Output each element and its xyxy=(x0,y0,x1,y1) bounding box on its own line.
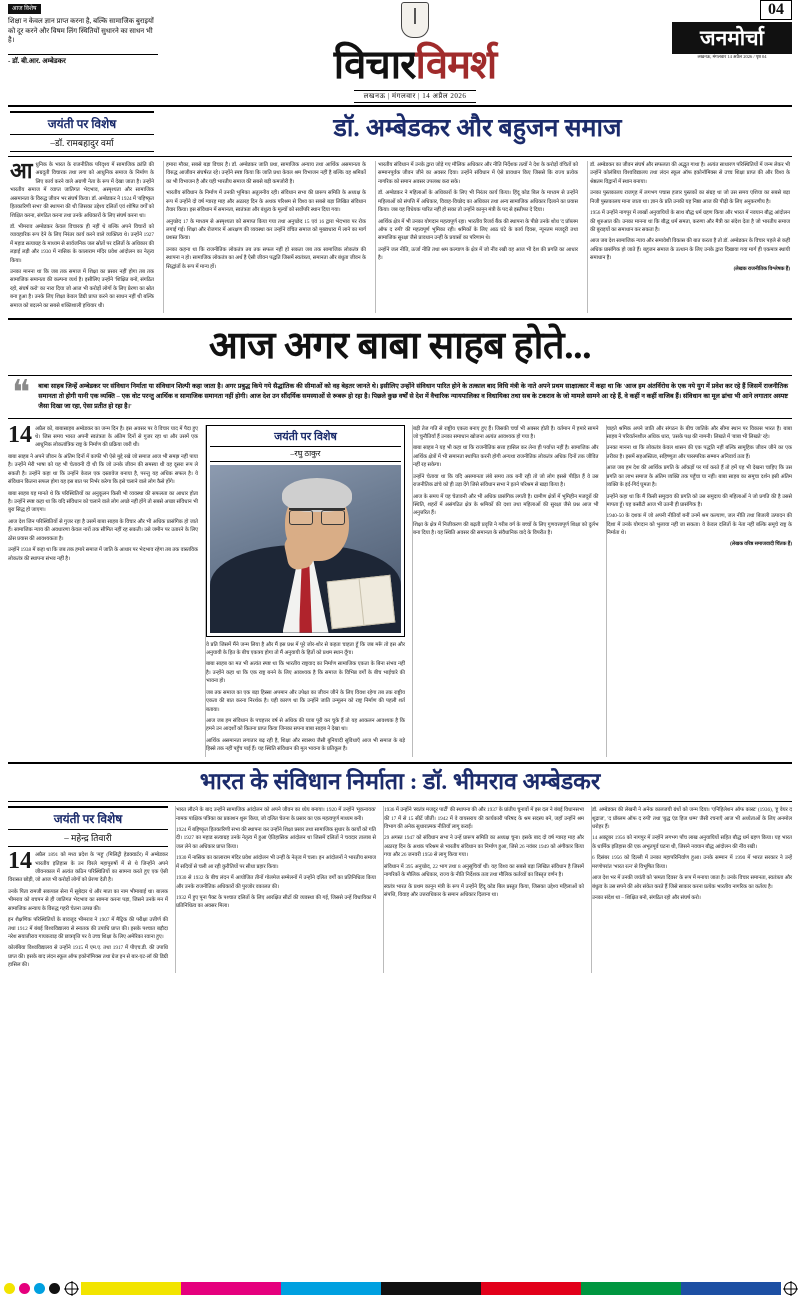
section1-c4-p2: उनका पुस्तकालय राजगृह में लगभग पचास हजार पुस्तकों का संग्रह था जो उस समय एशिया का सबसे बड़ा निजी पुस्तकालय माना जाता था। ज्ञान के प्रति उनकी यह निष्ठा आज की पीढ़ी के लिए अनुकरणीय है। xyxy=(590,190,790,205)
section1-c3-p4: उन्होंने जल नीति, ऊर्जा नीति तथा श्रम कल्याण के क्षेत्र में जो नींव रखी वह आज भी देश की प्रगति का आधार है। xyxy=(378,246,578,262)
masthead-quote-block xyxy=(8,0,158,67)
section3-label xyxy=(8,806,168,847)
section1-c2-p2: भारतीय संविधान के निर्माण में उनकी भूमिका अतुलनीय रही। संविधान सभा की प्रारूप समिति के अध्यक्ष के रूप में उन्होंने दो वर्ष ग्यारह माह और अठारह दिन के अथक परिश्रम से विश्व का सबसे बड़ा लिखित संविधान तैयार किया। इस संविधान में समानता, स्वतंत्रता और बंधुत्व के मूल्यों को सर्वोपरि स्थान दिया गया। xyxy=(166,190,366,214)
author-photo-card xyxy=(206,425,405,637)
color-dot-yellow xyxy=(4,1283,15,1294)
section2-c3-p2: बाबा साहब ने यह भी कहा था कि राजनीतिक सत्ता हासिल कर लेना ही पर्याप्त नहीं है। सामाजिक और आर्थिक क्षेत्रों में भी समानता स्थापित करनी होगी अन्यथा राजनीतिक लोकतंत्र अधिक दिनों तक जीवित नहीं रह सकेगा। xyxy=(413,445,599,469)
section2-pullquote xyxy=(8,375,792,419)
section3-body xyxy=(8,806,792,972)
quote-mark-icon: ❝ xyxy=(12,374,31,412)
section1-c1-p3: उनका मानना था कि जब तक समाज में शिक्षा का प्रसार नहीं होगा तब तक सामाजिक समानता की कल्पना व्यर्थ है। इसीलिए उन्होंने 'शिक्षित बनो, संगठित रहो, संघर्ष करो' का नारा दिया जो आज भी करोड़ों लोगों के लिए प्रेरणा का स्रोत बना हुआ है। उनके लिए शिक्षा केवल डिग्री प्राप्त करने का साधन नहीं थी बल्कि समाज को बदलने का सबसे शक्तिशाली हथियार थी। xyxy=(10,269,154,309)
page-title-part2: विमर्श xyxy=(415,42,497,87)
color-dot-black xyxy=(49,1283,60,1294)
section1-c3-p2: डॉ. अम्बेडकर ने महिलाओं के अधिकारों के लिए भी निरंतर कार्य किया। हिंदू कोड बिल के माध्यम से उन्होंने महिलाओं को संपत्ति में अधिकार, विवाह-विच्छेद का अधिकार तथा अन्य सामाजिक अधिकार दिलाने का प्रयास किया। जब यह विधेयक पारित नहीं हो सका तो उन्होंने कानून मंत्री के पद से इस्तीफा दे दिया। xyxy=(378,190,578,214)
brand-subline: लखनऊ, मंगलवार 14 अप्रैल 2026 / पृष्ठ 04 xyxy=(697,54,767,60)
section3-c3-p4: स्वतंत्र भारत के प्रथम कानून मंत्री के रूप में उन्होंने हिंदू कोड बिल प्रस्तुत किया, जिसका उद्देश्य महिलाओं को संपत्ति, विवाह और उत्तराधिकार के समान अधिकार दिलाना था। xyxy=(384,883,584,898)
section3-c4-p2: 14 अक्टूबर 1956 को नागपुर में उन्होंने लगभग पाँच लाख अनुयायियों सहित बौद्ध धर्म ग्रहण किया। यह भारत के धार्मिक इतिहास की एक अभूतपूर्व घटना थी, जिसने नवयान बौद्ध आंदोलन की नींव रखी। xyxy=(592,835,792,850)
section2-c2-p1: वे प्रति जिसमें मैंने जन्म लिया है और मैं इस प्रश्न में पूरे जोर-शोर से कहता चाहता हूँ कि जब मरूँ तो इस और अनुयायी के हित के बीच एकत्रय होगा तो मैं अनुयायी के हितों को प्रथम स्थान दूँगा। xyxy=(206,641,405,657)
section2-c4-p2: उनका मानना था कि लोकतंत्र केवल शासन की एक पद्धति नहीं बल्कि सामूहिक जीवन जीने का एक तरीका है। इसमें सहअस्तित्व, सहिष्णुता और पारस्परिक सम्मान अनिवार्य तत्व हैं। xyxy=(606,445,792,460)
print-color-bar xyxy=(0,1282,800,1295)
masthead xyxy=(8,0,792,107)
section3-c3-p2: 29 अगस्त 1947 को संविधान सभा ने उन्हें प्रारूप समिति का अध्यक्ष चुना। इसके बाद दो वर्ष ग्यारह माह और अठारह दिन के अथक परिश्रम से भारतीय संविधान का निर्माण हुआ, जिसे 26 नवंबर 1949 को अंगीकार किया गया और 26 जनवरी 1950 से लागू किया गया। xyxy=(384,835,584,859)
section1-label-cell xyxy=(8,111,156,152)
page-title xyxy=(158,42,672,87)
section2-c4-p5: 1940-50 के दशक में जो अपनी नीतियाँ बनीं उनमें श्रम कल्याण, जल नीति तथा बिजली उत्पादन की दिशा में उनके योगदान को भुलाया नहीं जा सकता। वे केवल दलितों के नेता नहीं बल्कि समूचे राष्ट्र के निर्माता थे। xyxy=(606,513,792,537)
section3-c4-p1: डॉ. अम्बेडकर की लेखनी ने अनेक कालजयी ग्रंथों को जन्म दिया। 'एनिहिलेशन ऑफ कास्ट' (1936), 'हू वेयर द शूद्राज', 'द प्रॉब्लम ऑफ द रुपी' तथा 'बुद्ध एंड हिज धम्म' जैसी रचनाएँ आज भी अध्येताओं के लिए अनमोल धरोहर हैं। xyxy=(592,807,792,830)
section2-pullquote-text: बाबा साहब जिन्हें अम्बेडकर पर संविधान निर्माता या संविधान शिल्पी कहा जाता है। अगर प्रबुद्ध किये गये सैद्धांतिक की सीमाओं को वह बेहतर जानते थे। इसीलिए उन्होंने संविधान पारित होने के तत्काल बाद विधि मंत्री के नाते अपने प्रथम साक्षात्कार में कहा था कि 'आज हम अंतर्विरोध के एक नये युग में प्रवेश कर रहे हैं जिसमें राजनीतिक समानता तो होगी यानी एक व्यक्ति – एक वोट परन्तु आर्थिक व सामाजिक समानता नहीं होगी। आज देश उन सौंदर्यिक समस्याओं से रूबरू हो रहा है। पिछले कुछ वर्षों से देश में वैचारिक न्यायपालिका व विधायिका तथा सब के टकराव के जो मामले सामने आ रहे हैं, वे कहीं न कहीं वाजिब हैं। संविधान का मूल ढांचा भी आने लगातार अस्पष्ट जैसा दिखा जा रहा, ऐसा प्रतीत हो रहा है।' xyxy=(38,382,788,410)
section1-c3-p1: भारतीय संविधान में उनके द्वारा जोड़े गए मौलिक अधिकार और नीति निर्देशक तत्वों ने देश के करोड़ों वंचितों को सम्मानपूर्वक जीवन जीने का अवसर दिया। उन्होंने संविधान में ऐसे प्रावधान किए जिससे कि राज्य प्रत्येक नागरिक को समान अवसर उपलब्ध करा सके। xyxy=(378,162,578,185)
color-seg-yellow xyxy=(81,1282,181,1295)
section2-c2-p3: जब तक समाज का एक बड़ा हिस्सा अपमान और उपेक्षा का जीवन जीने के लिए विवश रहेगा तब तक राष्ट्रीय एकता की बात करना निरर्थक है। यही कारण था कि उन्होंने जाति उन्मूलन को राष्ट्र निर्माण की पहली शर्त बताया। xyxy=(206,689,405,713)
section1-label xyxy=(10,111,154,152)
section2-headline: आज अगर बाबा साहब होते... xyxy=(208,325,592,368)
color-seg-cyan xyxy=(281,1282,381,1295)
section2-column-2 xyxy=(205,425,405,757)
newspaper-emblem-icon xyxy=(401,2,429,38)
author-photo xyxy=(210,465,401,633)
section1-c4-p4: आज जब देश सामाजिक न्याय और समावेशी विकास की बात करता है तो डॉ. अम्बेडकर के विचार पहले से कहीं अधिक प्रासंगिक हो जाते हैं। बहुजन समाज के उत्थान के लिए उनके द्वारा दिखाया गया मार्ग ही एकमात्र स्थायी समाधान है। xyxy=(590,238,790,262)
section3-c4-p5: उनका संदेश था – शिक्षित बनो, संगठित रहो और संघर्ष करो। xyxy=(592,894,701,901)
eyeglasses-icon xyxy=(289,508,345,523)
page-title-part1: विचार xyxy=(333,42,416,87)
section2-c2-p2: बाबा साहब का मत भी अत्यंत स्पष्ट था कि भारतीय राष्ट्रवाद का निर्माण सामाजिक एकता के बिना संभव नहीं है। उन्होंने कहा था कि एक राष्ट्र बनने के लिए आवश्यक है कि समाज के विभिन्न वर्गों के बीच भाईचारे की भावना हो। xyxy=(206,661,405,685)
section3-column-1 xyxy=(8,806,168,972)
masthead-tag: आज विशेष xyxy=(8,4,41,14)
color-bar-left xyxy=(0,1282,81,1295)
section2-numcap: 14 xyxy=(8,421,32,448)
color-dot-magenta xyxy=(19,1283,30,1294)
section3-c1-p4: कोलंबिया विश्वविद्यालय से उन्होंने 1915 में एम.ए. तथा 1917 में पीएच.डी. की उपाधि प्राप्त की। इसके बाद लंदन स्कूल ऑफ इकोनॉमिक्स तथा ग्रेज इन से बार-एट-लॉ की डिग्री हासिल की। xyxy=(8,945,168,969)
masthead-title-block xyxy=(158,0,672,103)
section3-c1-p2: उनके पिता रामजी सकपाल सेना में सूबेदार थे और माता का नाम भीमाबाई था। बालक भीमराव को बचपन से ही जातिगत भेदभाव का सामना करना पड़ा, जिसने उनके मन में सामाजिक अन्याय के विरुद्ध गहरी चेतना उत्पन्न की। xyxy=(8,888,168,912)
section3-c3-p3: संविधान में 395 अनुच्छेद, 22 भाग तथा 8 अनुसूचियाँ थीं। यह विश्व का सबसे बड़ा लिखित संविधान है जिसमें नागरिकों के मौलिक अधिकार, राज्य के नीति निर्देशक तत्व तथा मौलिक कर्तव्यों का विस्तृत वर्णन है। xyxy=(384,863,584,879)
color-seg-red xyxy=(481,1282,581,1295)
section1-c4-p3: 1956 में उन्होंने नागपुर में लाखों अनुयायियों के साथ बौद्ध धर्म ग्रहण किया और भारत में नवयान बौद्ध आंदोलन की शुरुआत की। उनका मानना था कि बौद्ध धर्म समता, करुणा और मैत्री का संदेश देता है जो भारतीय समाज की बुराइयों का समाधान कर सकता है। xyxy=(590,210,790,233)
section1-c3-p3: आर्थिक क्षेत्र में भी उनका योगदान महत्वपूर्ण रहा। भारतीय रिजर्व बैंक की स्थापना के पीछे उनके शोध 'द प्रॉब्लम ऑफ द रुपी' की महत्वपूर्ण भूमिका रही। श्रमिकों के लिए आठ घंटे के कार्य दिवस, न्यूनतम मजदूरी तथा सामाजिक सुरक्षा जैसे प्रावधान उन्हीं के प्रयासों का परिणाम थे। xyxy=(378,218,578,242)
section2-credit: (लेखक वरिष्ठ समाजवादी चिंतक हैं) xyxy=(730,541,792,547)
section1-dropcap: आ xyxy=(10,158,33,183)
photo-book xyxy=(327,575,396,629)
article-section-1 xyxy=(8,111,792,313)
section2-c4-p4: उन्होंने कहा था कि मैं किसी समुदाय की प्रगति को उस समुदाय की महिलाओं ने जो प्रगति की है उससे मापता हूँ। यह कसौटी आज भी उतनी ही प्रासंगिक है। xyxy=(606,493,792,508)
brand-name: जनमोर्चा xyxy=(672,22,792,54)
section1-headline: डॉ. अम्बेडकर और बहुजन समाज xyxy=(333,115,622,142)
section2-c1-p3: बाबा साहब यह मानते थे कि परिस्थितियों का अनुकूलन किसी भी व्यवस्था की सफलता का आधार होता है। उन्होंने स्पष्ट कहा था कि यदि संविधान को चलाने वाले लोग अच्छे नहीं होंगे तो सबसे अच्छा संविधान भी बुरा सिद्ध हो जाएगा। xyxy=(8,490,198,514)
section2-c2-p5: आर्थिक असमानता लगातार बढ़ रही है, शिक्षा और स्वास्थ्य जैसी बुनियादी सुविधाएँ आज भी समाज के बड़े हिस्से तक नहीं पहुँच पाई हैं। यह स्थिति संविधान की मूल भावना के प्रतिकूल है। xyxy=(206,737,405,753)
section2-c1-p2: बाबा साहब ने अपने जीवन के अंतिम दिनों में काफी भी ऐसे मुद्दे रखे जो समाज आज भी समझ नहीं पाया है। उन्होंने मेरी भाषा को यह भी चेतावनी दी थी कि जो उनके जीवन की समस्या थी वह दूसरा रूप ले सकती है। उन्होंने कहा था कि उन्होंने केवल एक दस्तावेज बनाया है, परन्तु यह अधिक सफल है। ये संविधान कितना सफल होगा यह इस बात पर निर्भर करेगा कि इसे चलाने वाले लोग कैसे होंगे। xyxy=(8,453,198,486)
section1-c2-p1: हमारा मौका, सबसे बड़ा विचार है। डॉ. अम्बेडकर जाति प्रथा, सामाजिक अन्याय तथा आर्थिक असमानता के विरुद्ध आजीवन संघर्षरत रहे। उन्होंने स्पष्ट किया कि जाति प्रथा केवल श्रम विभाजन नहीं है बल्कि वह श्रमिकों का भी विभाजन है और यही भारतीय समाज की सबसे बड़ी कमजोरी है। xyxy=(166,162,366,185)
registration-mark-icon-2 xyxy=(784,1282,797,1295)
masthead-quote-byline: - डॉ. बी.आर. अम्बेडकर xyxy=(8,57,66,66)
section2-c3-p1: बड़ी तेज गति से राष्ट्रीय एकत्व बनाए हुए हैं। जिसकी चर्चा भी अक्सर होती है। वर्तमान में हमारे सामने जो चुनौतियाँ हैं उनका समाधान खोजना अत्यंत आवश्यक हो गया है। xyxy=(413,425,599,441)
section3-c2-p1: भारत लौटने के बाद उन्होंने सामाजिक आंदोलन को अपने जीवन का ध्येय बनाया। 1920 में उन्होंने 'मूकनायक' नामक पाक्षिक पत्रिका का प्रकाशन शुरू किया, जो दलित चेतना के प्रसार का एक महत्वपूर्ण माध्यम बनी। xyxy=(176,807,376,822)
section2-c1-p1: अप्रैल को, बाबासाहब अम्बेडकर का जन्म दिन है। इस अवसर पर वे विचार याद में पैदा हुए थे। जिस समय भारत अपनी स्वतंत्रता के अंतिम दिनों से गुजर रहा था और उसमें एक आधुनिक लोकतांत्रिक राष्ट्र के निर्माण की प्रक्रिया जारी थी। xyxy=(35,425,198,449)
section1-c1-p2: डॉ. भीमराव अम्बेडकर केवल विचारक ही नहीं थे बल्कि अपने विचारों को व्यावहारिक रूप देने के लिए निरंतर कार्य करने वाले व्यक्तित्व थे। उन्होंने 1927 में महाड सत्याग्रह के माध्यम से सार्वजनिक जल स्रोतों पर दलितों के अधिकार की लड़ाई लड़ी और 1930 में नासिक के कालाराम मंदिर प्रवेश आंदोलन का नेतृत्व किया। xyxy=(10,223,154,264)
section2-c3-p4: आज के समय में यह चेतावनी और भी अधिक प्रासंगिक लगती है। ग्रामीण क्षेत्रों में भूमिहीन मजदूरों की स्थिति, शहरों में असंगठित क्षेत्र के श्रमिकों की दशा तथा महिलाओं की सुरक्षा जैसे प्रश्न आज भी अनुत्तरित हैं। xyxy=(413,493,599,517)
color-bar-right xyxy=(781,1282,800,1295)
section3-headline: भारत के संविधान निर्माता : डॉ. भीमराव अम्बेडकर xyxy=(199,768,601,794)
photo-hair xyxy=(282,478,352,512)
article-section-2 xyxy=(8,325,792,757)
section3-c1-p3: इन शैक्षणिक परिस्थितियों के बावजूद भीमराव ने 1907 में मैट्रिक की परीक्षा उत्तीर्ण की तथा 1912 में बंबई विश्वविद्यालय से स्नातक की उपाधि प्राप्त की। इसके पश्चात बड़ौदा नरेश सयाजीराव गायकवाड़ की छात्रवृत्ति पर वे उच्च शिक्षा के लिए अमेरिका रवाना हुए। xyxy=(8,917,168,940)
section2-c3-p3: उन्होंने चेताया था कि यदि असमानता लंबे समय तक बनी रही तो जो लोग इससे पीड़ित हैं वे उस राजनीतिक ढांचे को ही उड़ा देंगे जिसे संविधान सभा ने इतने परिश्रम से खड़ा किया है। xyxy=(413,473,599,489)
section1-c2-p3: अनुच्छेद 17 के माध्यम से अस्पृश्यता को समाप्त किया गया तथा अनुच्छेद 15 एवं 16 द्वारा भेदभाव पर रोक लगाई गई। शिक्षा और रोजगार में आरक्षण की व्यवस्था कर उन्होंने वंचित समाज को मुख्यधारा में लाने का मार्ग प्रशस्त किया। xyxy=(166,218,366,242)
page-number: 04 xyxy=(760,0,792,20)
section2-c4-p3: आज जब हम देश की आर्थिक प्रगति के आँकड़ों पर गर्व करते हैं तो हमें यह भी देखना चाहिए कि उस प्रगति का लाभ समाज के अंतिम व्यक्ति तक पहुँचा या नहीं। बाबा साहब का समूचा दर्शन इसी अंतिम व्यक्ति के इर्द-गिर्द घूमता है। xyxy=(606,465,792,489)
masthead-quote: शिक्षा न केवल ज्ञान प्राप्त करना है, बल्कि सामाजिक बुराइयों को दूर करने और विषम लिंग स्थितियों सुधारने का साधन भी है। xyxy=(8,17,158,55)
section3-c2-p5: 1932 में हुए पूना पैक्ट के पश्चात दलितों के लिए आरक्षित सीटों की व्यवस्था की गई, जिससे उन्हें विधायिका में प्रतिनिधित्व का अवसर मिला। xyxy=(176,894,376,910)
section1-label-title: जयंती पर विशेष xyxy=(47,117,117,131)
section1-label-author: –डॉ. रामबहादुर वर्मा xyxy=(10,134,154,149)
masthead-brand-block xyxy=(672,0,792,60)
section1-c4-p1: डॉ. अम्बेडकर का जीवन संघर्ष और सफलता की अद्भुत गाथा है। अत्यंत साधारण परिस्थितियों में जन्म लेकर भी उन्होंने कोलंबिया विश्वविद्यालय तथा लंदन स्कूल ऑफ इकोनॉमिक्स से उच्च शिक्षा प्राप्त की और विश्व के श्रेष्ठतम विद्वानों में स्थान बनाया। xyxy=(590,162,790,185)
masthead-dateline: लखनऊ | मंगलवार | 14 अप्रैल 2026 xyxy=(354,90,477,103)
section1-c2-p4: उनका कहना था कि राजनीतिक लोकतंत्र तब तक सफल नहीं हो सकता जब तक सामाजिक लोकतंत्र की स्थापना न हो। सामाजिक लोकतंत्र का अर्थ है ऐसी जीवन पद्धति जिसमें स्वतंत्रता, समानता और बंधुता जीवन के सिद्धांतों के रूप में मान्य हों। xyxy=(166,246,366,270)
section3-column-2 xyxy=(175,806,376,972)
section2-c4-p1: चाहते श्रमिक अपने जाति और संगठन के बीच जातिके और सीमा स्थान पर विकास भारत है। बाबा साहब ने परिवर्तनशील अधिक धारा, 'उसके पक्ष की नामनी। लिखते में 'बाबा भी लिखते' रहे। xyxy=(606,425,792,441)
section2-c1-p5: उन्होंने 1938 में कहा था कि जब तक हमारे समाज में जाति के आधार पर भेदभाव रहेगा तब तक वास्तविक लोकतंत्र की स्थापना संभव नहीं है। xyxy=(8,547,198,562)
section3-numcap: 14 xyxy=(8,848,32,875)
section1-body xyxy=(8,158,792,313)
section3-c4-p3: 6 दिसंबर 1956 को दिल्ली में उनका महापरिनिर्वाण हुआ। उनके सम्मान में 1990 में भारत सरकार ने उन्हें मरणोपरांत 'भारत रत्न' से विभूषित किया। xyxy=(592,855,792,870)
color-seg-black xyxy=(381,1282,481,1295)
section1-c1-p1: धुनिक के भारत के राजनीतिक परिदृश्य में सामाजिक क्रांति की अग्रदूती विचारक तथा लगा को आधुनिक समाज के निर्माण के लिए कार्य करने वाले अग्रणी नेता के रूप में देखा जाता है। उन्होंने भारतीय समाज में व्याप्त जातिगत भेदभाव, अस्पृश्यता और सामाजिक असमानता के विरुद्ध जीवन भर संघर्ष किया। डॉ. अम्बेडकर ने 1924 में 'बहिष्कृत हितकारिणी सभा' की स्थापना की थी जिसका उद्देश्य दलितों एवं शोषित वर्गों को शिक्षित करना, संगठित करना तथा उनके अधिकारों के लिए संघर्ष करना था। xyxy=(10,162,154,219)
section3-c2-p2: 1924 में बहिष्कृत हितकारिणी सभा की स्थापना कर उन्होंने शिक्षा प्रसार तथा सामाजिक सुधार के कार्यों को गति दी। 1927 का महाड सत्याग्रह उनके नेतृत्व में हुआ ऐतिहासिक आंदोलन था जिसमें दलितों ने चवदार तालाब से जल लेने का अधिकार प्राप्त किया। xyxy=(176,826,376,850)
section3-column-3 xyxy=(383,806,584,972)
section3-label-author: – महेन्द्र तिवारी xyxy=(8,829,168,844)
section1-credit: (लेखक राजनीतिक विश्लेषक हैं) xyxy=(733,266,790,272)
registration-mark-icon xyxy=(65,1282,78,1295)
section3-label-title: जयंती पर विशेष xyxy=(53,812,123,827)
section3-c4-p4: आज देश भर में उनकी जयंती को 'समता दिवस' के रूप में मनाया जाता है। उनके विचार समानता, स्वतंत्रता और बंधुत्व के उस सपने की ओर संकेत करते हैं जिसे साकार करना प्रत्येक भारतीय नागरिक का कर्तव्य है। xyxy=(592,875,792,890)
article-section-3 xyxy=(8,769,792,973)
section2-c2-p4: आज जब हम संविधान के पचहत्तर वर्ष से अधिक की यात्रा पूरी कर चुके हैं तो यह आकलन आवश्यक है कि हमने उन आदर्शों को कितना प्राप्त किया जिनका सपना बाबा साहब ने देखा था। xyxy=(206,718,405,733)
color-seg-blue xyxy=(681,1282,781,1295)
section3-c3-p1: 1936 में उन्होंने 'स्वतंत्र मजदूर पार्टी' की स्थापना की और 1937 के प्रांतीय चुनावों में इस दल ने बंबई विधानसभा की 17 में से 15 सीटें जीतीं। 1942 में वे वायसराय की कार्यकारी परिषद के श्रम सदस्य बने, जहाँ उन्होंने श्रम विभाग की अनेक सुधारात्मक नीतियाँ लागू कराईं। xyxy=(384,807,584,830)
section2-photo-label-author: –रघु ठाकुर xyxy=(210,446,401,459)
section1-column-2 xyxy=(163,161,368,313)
section2-c3-p5: शिक्षा के क्षेत्र में निजीकरण की बढ़ती प्रवृत्ति ने गरीब वर्ग के बच्चों के लिए गुणवत्तापूर्ण शिक्षा को दुर्लभ बना दिया है। यह स्थिति अवसर की समानता के संवैधानिक वादे के विपरीत है। xyxy=(413,521,599,537)
section3-column-4 xyxy=(591,806,792,972)
section1-column-3 xyxy=(375,161,580,313)
section2-c1-p4: आज देश जिन परिस्थितियों से गुजर रहा है उसमें बाबा साहब के विचार और भी अधिक प्रासंगिक हो जाते हैं। सामाजिक न्याय की अवधारणा केवल नारों तक सीमित नहीं रह सकती। उसे जमीन पर उतारने के लिए ठोस प्रयास की आवश्यकता है। xyxy=(8,518,198,542)
section1-column-1 xyxy=(8,158,156,313)
section3-c2-p4: 1930 से 1932 के बीच लंदन में आयोजित तीनों गोलमेज सम्मेलनों में उन्होंने दलित वर्गों का प्रतिनिधित्व किया और उनके राजनीतिक अधिकारों की पुरजोर वकालत की। xyxy=(176,875,376,890)
section2-body xyxy=(8,421,792,757)
section1-headline-cell xyxy=(163,111,792,152)
section1-column-4 xyxy=(587,161,792,313)
section2-photo-label-title: जयंती पर विशेष xyxy=(274,430,337,443)
color-seg-green xyxy=(581,1282,681,1295)
section2-photo-label xyxy=(210,429,401,462)
section2-column-1 xyxy=(8,421,198,757)
color-seg-magenta xyxy=(181,1282,281,1295)
color-dot-cyan xyxy=(34,1283,45,1294)
section2-column-3 xyxy=(412,425,599,757)
section3-c1-p1: अप्रैल 1891 को मध्य प्रदेश के 'महू' (मिलिट्री हेडक्वार्टर) में अम्बेडकर भारतीय इतिहास के उन विरले महापुरुषों में से थे जिन्होंने अपने जीवनकाल में अत्यंत कठिन परिस्थितियों का सामना करते हुए एक ऐसी विरासत छोड़ी, जो आज भी करोड़ों लोगों को प्रेरणा देती है। xyxy=(8,852,168,884)
section2-column-4 xyxy=(606,425,793,757)
section3-c2-p3: 1930 में नासिक का कालाराम मंदिर प्रवेश आंदोलन भी उन्हीं के नेतृत्व में चला। इन आंदोलनों ने भारतीय समाज में सदियों से चली आ रही कुरीतियों पर सीधा प्रहार किया। xyxy=(176,855,376,870)
